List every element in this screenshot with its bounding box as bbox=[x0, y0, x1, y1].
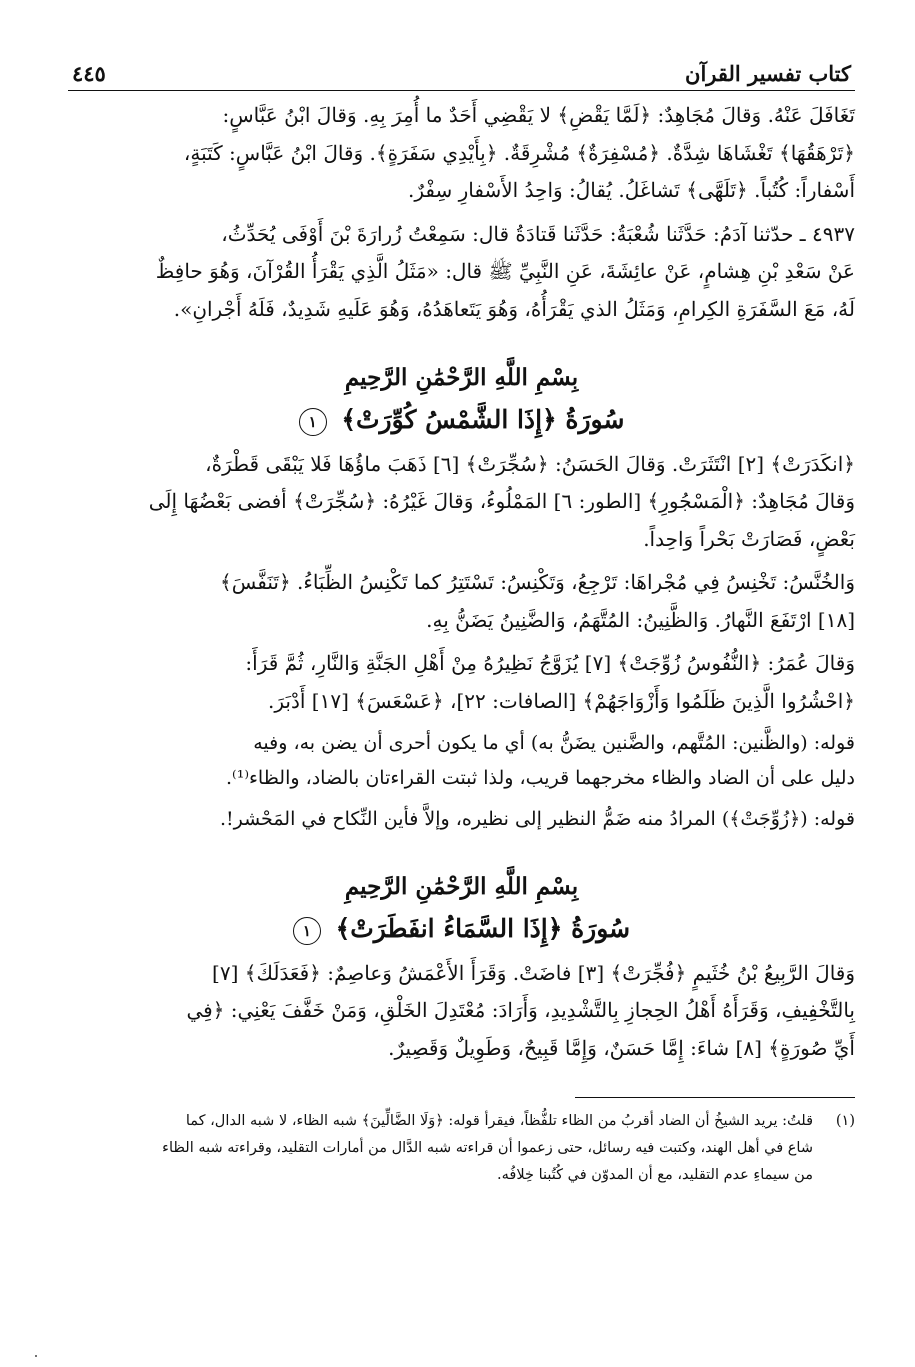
text-line: وَالخُنَّسُ: تَخْنِسُ فِي مُجْراهَا: تَرْجِعُ، وَتَكْنِسُ: تَسْتَتِرُ كما تَكْنِسُ الظِّبَاءُ. ﴿تَنَفَّسَ﴾ bbox=[220, 570, 855, 594]
text-line: ٤٩٣٧ ـ حدّثنا آدَمُ: حَدَّثَنا شُعْبَةُ: حَدَّثَنا قَتادَةُ قال: سَمِعْتُ زُرارَةَ بْنَ أَوْفَى يُحَدِّثُ، bbox=[221, 221, 855, 246]
text-line: أَسْفاراً: كُتُباً. ﴿تَلَهَّى﴾ تَشاغَلُ. يُقالُ: وَاحِدُ الأَسْفارِ سِفْرٌ. bbox=[408, 178, 855, 202]
text-line: قوله: (﴿زُوِّجَتْ﴾) المرادُ منه ضَمُّ النظير إلى نظيره، وإلاَّ فأين النِّكاح في المَحْشر!. bbox=[219, 808, 855, 830]
text-line: قوله: (والظَّنين: المُتَّهم، والضَّنين يضَنُّ به) أي ما يكون أحرى أن يضن به، وفيه bbox=[253, 732, 855, 754]
footnote-line: قلتُ: يريد الشيخُ أن الضاد أقربُ من الظاء تلفُّظاً، فيقرأ قوله: ﴿وَلَا الضَّالِّينَ﴾ شبه الظاء، لا شبه الدال، كما bbox=[185, 1113, 813, 1129]
commentary bbox=[68, 726, 855, 837]
surah-heading-infitar bbox=[68, 914, 855, 945]
text-line: بِالتَّخْفِيفِ، وَقَرَأَهُ أَهْلُ الحِجازِ بِالتَّشْدِيدِ، وَأَرَادَ: مُعْتَدِلَ الخَلْقِ، وَمَنْ خَفَّفَ يَعْنِي: ﴿فِي bbox=[186, 998, 855, 1022]
footnote-divider bbox=[575, 1097, 855, 1098]
basmala: بِسْمِ اللَّهِ الرَّحْمَٰنِ الرَّحِيمِ bbox=[344, 364, 579, 391]
surah-title: سُورَةُ ﴿إِذَا السَّمَاءُ انفَطَرَتْ﴾ bbox=[335, 914, 631, 943]
surah-title: سُورَةُ ﴿إِذَا الشَّمْسُ كُوِّرَتْ﴾ bbox=[341, 405, 625, 434]
footnote-line: من سيماءِ عدم التقليد، مع أن المدوّن في كُتُبنا خِلافُه. bbox=[497, 1167, 813, 1183]
surah-infitar-tafsir bbox=[68, 955, 855, 1068]
footnote-body bbox=[68, 1108, 813, 1189]
surah-takwir-tafsir bbox=[68, 446, 855, 721]
page-number: ٤٤٥ bbox=[72, 61, 106, 86]
text-line: أَيِّ صُورَةٍ﴾ [٨] شاءَ: إِمَّا حَسَنٌ، وَإِمَّا قَبِيحٌ، وَطَوِيلٌ وَقَصِيرٌ. bbox=[388, 1035, 855, 1060]
surah-heading-takwir bbox=[68, 405, 855, 436]
text-line: وَقالَ عُمَرُ: ﴿النُّفُوسُ زُوِّجَتْ﴾ [٧] يُزَوَّجُ نَظِيرُهُ مِنْ أَهْلِ الجَنَّةِ وَالنَّارِ، ثُمَّ قَرَأَ: bbox=[245, 651, 855, 675]
text-line: ﴿تَرْهَقُهَا﴾ تَغْشَاهَا شِدَّةٌ. ﴿مُسْفِرَةٌ﴾ مُشْرِقَةٌ. ﴿بِأَيْدِي سَفَرَةٍ﴾. وَقالَ ابْنُ عَبَّاسٍ: كَتَبَةٍ، bbox=[183, 140, 855, 165]
ink-dot bbox=[35, 1355, 37, 1357]
footnote-marker: (١) bbox=[835, 1113, 855, 1129]
text-line: تَغَافَلَ عَنْهُ. وَقالَ مُجَاهِدٌ: ﴿لَمَّا يَقْضِ﴾ لا يَقْضِي أَحَدٌ ما أُمِرَ بِهِ. وَقالَ ابْنُ عَبَّاسٍ: bbox=[222, 103, 855, 127]
text-line: بَعْضٍ، فَصَارَتْ بَحْراً وَاحِداً. bbox=[643, 526, 855, 551]
footnote-line: شاع في أهل الهند، وكتبت فيه رسائل، حتى زعموا أن قراءته شبه الدَّال من أمارات التقليد، وقراءته شبه الظاء bbox=[162, 1140, 813, 1156]
text-line: وَقالَ مُجَاهِدٌ: ﴿الْمَسْجُورِ﴾ [الطور: ٦] المَمْلُوءُ، وَقالَ غَيْرُهُ: ﴿سُجِّرَتْ﴾ أفضى بَعْضُهَا إِلَى bbox=[148, 489, 855, 513]
text-line: عَنْ سَعْدِ بْنِ هِشامٍ، عَنْ عائِشَةَ، عَنِ النَّبِيِّ ﷺ قال: «مَثَلُ الَّذِي يَقْرَأُ القُرْآنَ، وَهُوَ حافِظٌ bbox=[155, 259, 855, 283]
verse-marker: ١ bbox=[299, 408, 327, 436]
book-page bbox=[68, 40, 855, 1337]
running-header bbox=[68, 40, 855, 91]
book-title: كتاب تفسير القرآن bbox=[685, 61, 851, 86]
text-line: ﴿انكَدَرَتْ﴾ [٢] انْتَثَرَتْ. وَقالَ الحَسَنُ: ﴿سُجِّرَتْ﴾ [٦] ذَهَبَ ماؤُهَا فَلا يَبْقَى قَطْرَةٌ، bbox=[205, 451, 855, 476]
footnote bbox=[68, 1108, 855, 1189]
text-line: وَقالَ الرَّبِيعُ بْنُ خُثَيمٍ ﴿فُجِّرَتْ﴾ [٣] فاضَتْ. وَقَرَأَ الأَعْمَشُ وَعاصِمٌ: ﴿فَعَدَلَكَ﴾ [٧] bbox=[212, 960, 855, 985]
text-line: دليل على أن الضاد والظاء مخرجهما قريب، ولذا ثبتت القراءتان بالضاد، والظاء⁽¹⁾. bbox=[225, 767, 855, 789]
text-line: ﴿احْشُرُوا الَّذِينَ ظَلَمُوا وَأَزْوَاجَهُمْ﴾ [الصافات: ٢٢]، ﴿عَسْعَسَ﴾ [١٧] أَدْبَرَ. bbox=[268, 688, 855, 713]
surah-abasa-tafsir bbox=[68, 97, 855, 210]
hadith-4937 bbox=[68, 216, 855, 329]
text-line: لَهُ، مَعَ السَّفَرَةِ الكِرامِ، وَمَثَلُ الذي يَقْرَأُهُ، وَهُوَ يَتَعاهَدُهُ، وَهُوَ عَلَيهِ شَدِيدٌ، فَلَهُ أَجْرانِ». bbox=[173, 296, 855, 321]
text-line: [١٨] ارْتَفَعَ النَّهارُ. وَالظَّنِينُ: المُتَّهَمُ، وَالضَّنِينُ يَضَنُّ بِهِ. bbox=[426, 607, 855, 632]
verse-marker: ١ bbox=[293, 917, 321, 945]
basmala: بِسْمِ اللَّهِ الرَّحْمَٰنِ الرَّحِيمِ bbox=[344, 873, 579, 900]
